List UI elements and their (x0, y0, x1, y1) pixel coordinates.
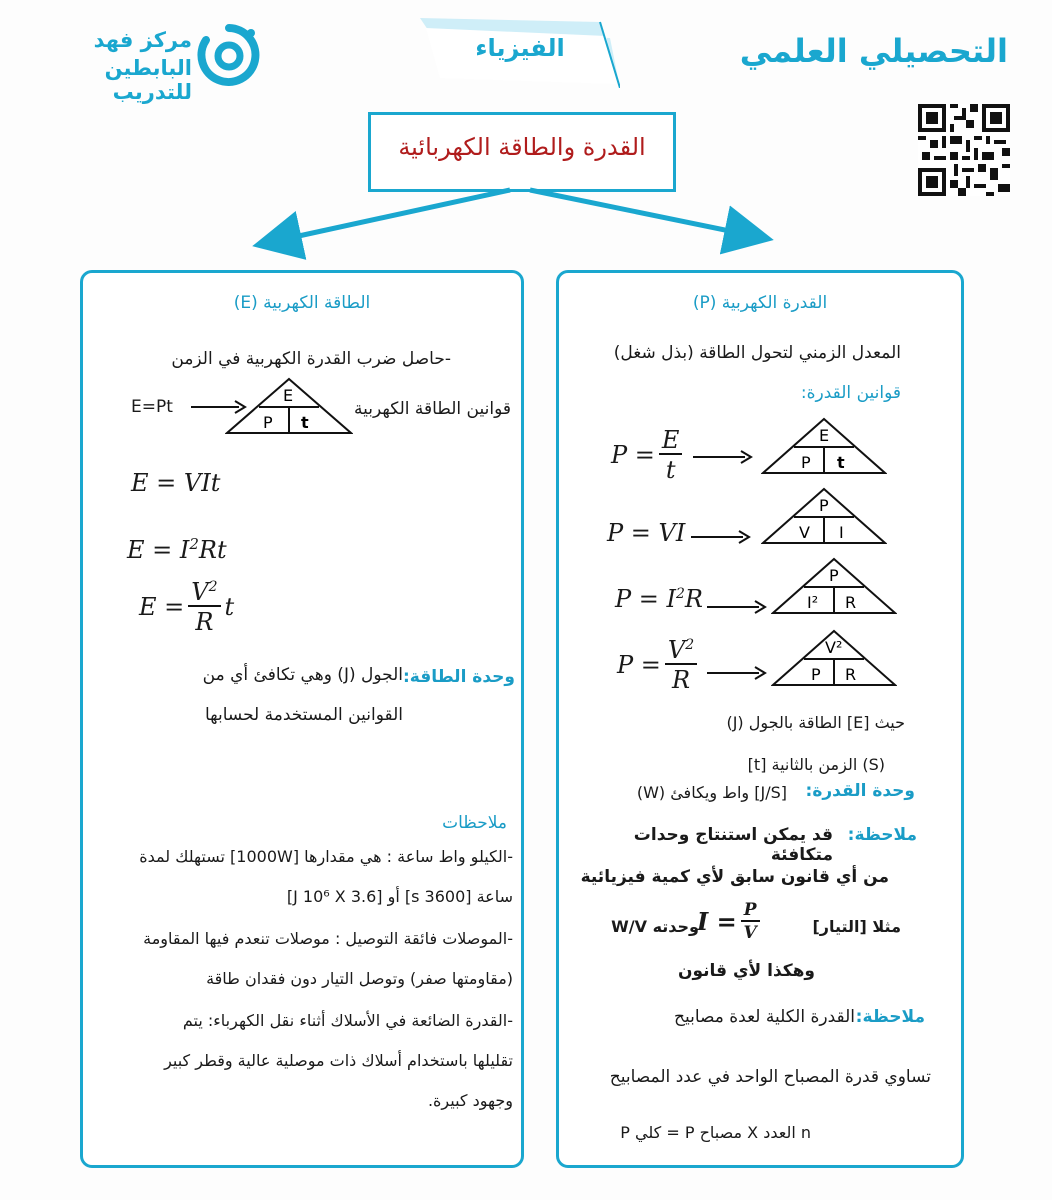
right-example-formula (697, 901, 764, 942)
left-f3-num: V (191, 578, 209, 606)
note3-line2: تقليلها باستخدام أسلاك ذات موصلية عالية وقطر كبير (164, 1051, 513, 1070)
right-note2-line1: القدرة الكلية لعدة مصابيح (674, 1007, 855, 1027)
left-tri-left: P (263, 413, 273, 432)
logo-line1: مركز فهد (93, 28, 192, 52)
example-den: V (743, 922, 757, 943)
rf3-tri-right: R (845, 593, 857, 612)
right-note2-label: ملاحظة: (855, 1007, 925, 1027)
left-f3-num-sup: 2 (208, 579, 218, 595)
right-definition: المعدل الزمني لتحول الطاقة (بذل شغل) (613, 343, 901, 363)
left-panel (80, 270, 524, 1168)
left-tri-right: t (301, 413, 309, 432)
right-example-tail: وهكذا لأي قانون (677, 961, 815, 981)
left-f3-lhs: E = (139, 593, 185, 622)
rf2-tri-top: P (819, 496, 829, 515)
rf2-tri-right: I (839, 523, 844, 542)
right-where2: [t] الزمن بالثانية (S) (747, 755, 885, 774)
left-f2-sup: 2 (189, 535, 199, 553)
left-f2-lhs: E = I (127, 536, 190, 564)
left-formula-2 (127, 535, 227, 564)
rf2-triangle (761, 487, 887, 545)
left-unit-text1: الجول (J) وهي تكافئ أي من (202, 665, 403, 685)
right-example-text: مثلا [التيار] (812, 917, 901, 936)
right-note2-line3: P كلي = P مصباح X العدد n (620, 1123, 811, 1142)
right-note-label: ملاحظة: (847, 825, 917, 845)
right-formula-3 (615, 585, 703, 613)
rf1-triangle (761, 417, 887, 475)
example-num: P (741, 901, 760, 922)
left-laws-label: قوانين الطاقة الكهربية (354, 399, 511, 419)
left-formula-3 (139, 579, 234, 636)
rf4-num: V (667, 636, 686, 664)
rf3-lhs: P = I (615, 585, 676, 613)
left-unit-label: وحدة الطاقة: (403, 667, 515, 687)
right-formula-2: P = VI (607, 519, 686, 547)
left-f2-rhs: Rt (198, 536, 227, 564)
rf3-tri-top: P (829, 566, 839, 585)
note1-line1: -الكيلو واط ساعة : هي مقدارها [1000W] تستهلك لمدة (139, 847, 513, 866)
left-unit-text2: القوانين المستخدمة لحسابها (204, 705, 403, 725)
note3-line3: وجهود كبيرة. (427, 1091, 513, 1110)
rf4-arrow-icon (705, 663, 769, 683)
rf4-tri-top: V² (825, 638, 843, 657)
left-f3-rhs: t (224, 593, 235, 622)
right-note-line1: قد يمكن استنتاج وحدات متكافئة (633, 825, 833, 865)
example-lhs: I = (697, 907, 737, 937)
rf3-sup: 2 (676, 586, 685, 602)
subject-title: الفيزياء (475, 34, 565, 62)
left-eq-text: E=Pt (131, 397, 173, 417)
left-notes-heading: ملاحظات (442, 813, 507, 833)
branch-arrows (0, 0, 1052, 270)
rf1-den: t (665, 456, 676, 485)
rf1-tri-top: E (819, 426, 830, 445)
right-unit-text: (W) واط ويكافئ [J/S] (636, 783, 787, 802)
right-heading: القدرة الكهربية (P) (692, 293, 828, 313)
left-formula-1: E = VIt (131, 469, 221, 497)
right-laws-label: قوانين القدرة: (800, 383, 901, 403)
left-definition: -حاصل ضرب القدرة الكهربية في الزمن (171, 349, 451, 369)
left-f3-den: R (195, 608, 214, 637)
right-formula-1 (611, 427, 686, 484)
left-heading: الطاقة الكهربية (E) (233, 293, 371, 313)
rf3-rhs: R (684, 585, 703, 613)
rf4-num-sup: 2 (685, 637, 695, 653)
right-example-unit: وحدته W/V (611, 917, 699, 936)
right-where1: حيث [E] الطاقة بالجول (J) (726, 713, 905, 732)
rf4-tri-right: R (845, 665, 857, 684)
note2-line1: -الموصلات فائقة التوصيل : موصلات تنعدم فيها المقاومة (143, 929, 513, 948)
rf4-den: R (671, 666, 691, 695)
rf2-arrow-icon (689, 527, 753, 547)
rf3-tri-left: I² (807, 593, 819, 612)
main-title: القدرة والطاقة الكهربائية (398, 133, 646, 161)
rf4-triangle (771, 629, 897, 687)
rf1-num: E (659, 427, 683, 455)
right-unit-label: وحدة القدرة: (805, 781, 915, 801)
note2-line2: (مقاومتها صفر) وتوصل التيار دون فقدان طاقة (206, 969, 513, 988)
rf3-arrow-icon (705, 597, 769, 617)
rf3-triangle (771, 557, 897, 615)
right-formula-4 (617, 637, 701, 694)
rf1-arrow-icon (691, 447, 755, 467)
rf2-tri-left: V (799, 523, 810, 542)
rf4-tri-left: P (811, 665, 821, 684)
program-title: التحصيلي العلمي (739, 32, 1008, 70)
logo-line2: البابطين للتدريب (104, 56, 192, 104)
note1-line2: ساعة [3600 s] أو [J 10⁶ X 3.6] (286, 887, 513, 906)
left-tri-top: E (283, 386, 294, 405)
right-panel (556, 270, 964, 1168)
left-triangle (225, 377, 353, 435)
rf1-tri-right: t (837, 453, 845, 472)
note3-line1: -القدرة الضائعة في الأسلاك أثناء نقل الكهرباء: يتم (182, 1011, 513, 1030)
rf1-tri-left: P (801, 453, 811, 472)
right-note-line2: من أي قانون سابق لأي كمية فيزيائية (580, 867, 889, 887)
rf1-lhs: P = (611, 441, 655, 470)
rf4-lhs: P = (617, 651, 661, 680)
right-note2-line2: تساوي قدرة المصباح الواحد في عدد المصابيح (609, 1067, 931, 1087)
